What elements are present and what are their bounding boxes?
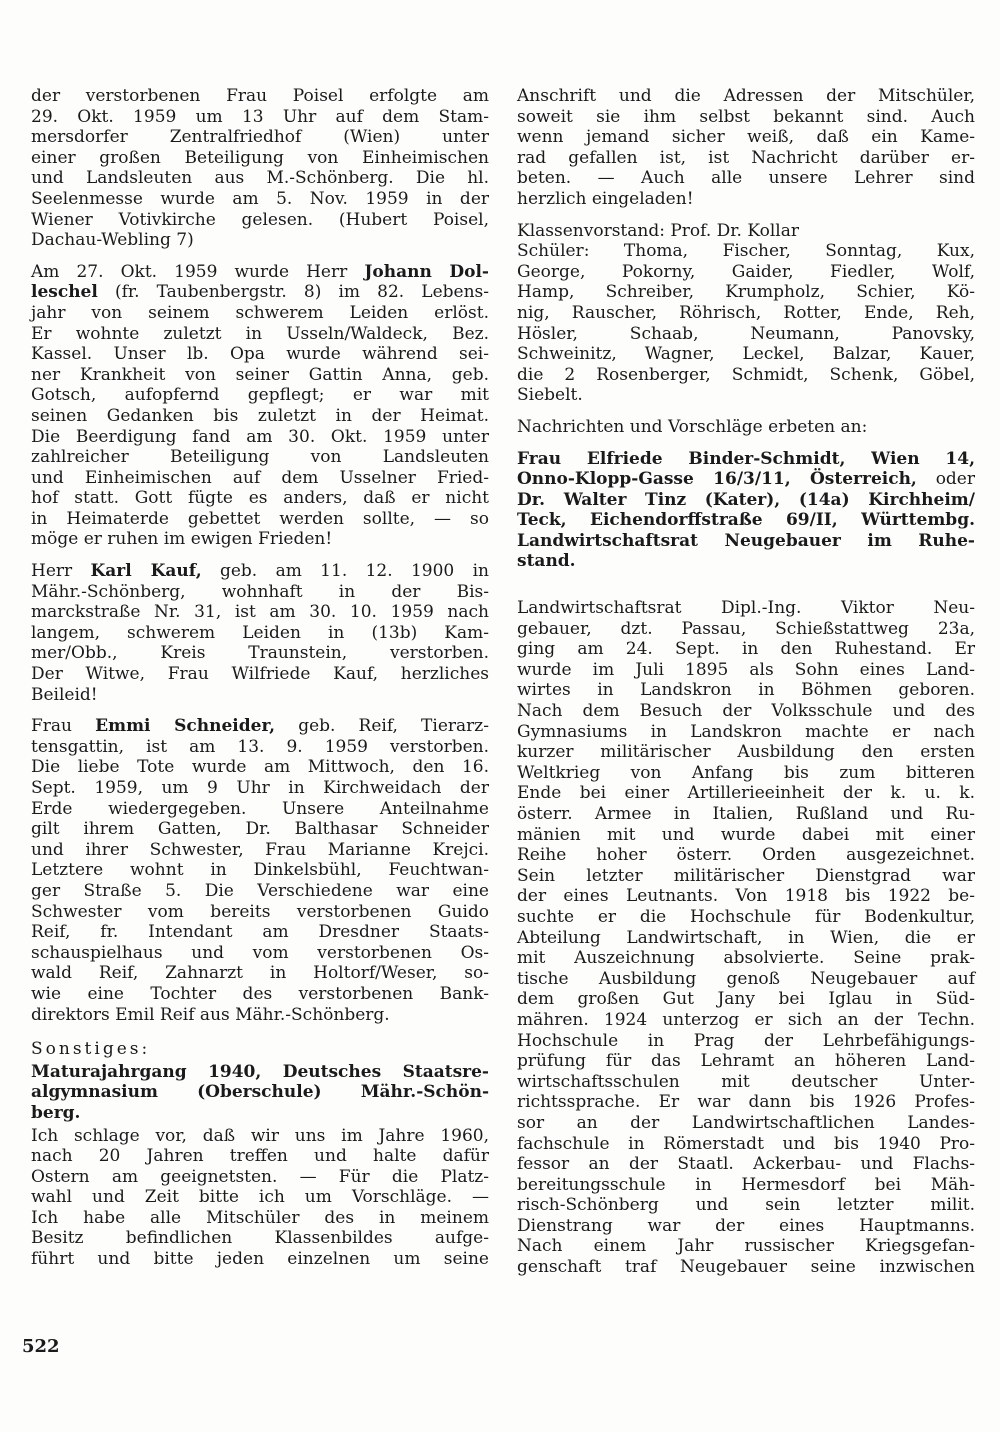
text-line: Sept. 1959, um 9 Uhr in Kirchweidach der (31, 778, 489, 798)
bold-name: Onno-Klopp-Gasse 16/3/11, Österreich, (517, 469, 917, 490)
text-line: schauspielhaus und vom verstorbenen Os- (31, 942, 489, 963)
text-line: Beileid! (31, 684, 98, 705)
text-line: rad gefallen ist, ist Nachricht darüber er- (517, 147, 975, 168)
text-line: jahr von seinem schwerem Leiden erlöst. (31, 302, 489, 323)
bold-name: Dr. Walter Tinz (Kater), (14a) Kirchheim/ (517, 489, 975, 510)
text-line: Der Witwe, Frau Wilfriede Kauf, herzliches (31, 664, 489, 685)
text-line: wald Reif, Zahnarzt in Holtorf/Weser, so- (31, 963, 489, 984)
text-line: Die Beerdigung fand am 30. Okt. 1959 unter (31, 426, 489, 447)
text-line (31, 561, 489, 582)
text-line: mähren. 1924 unterzog er sich an der Techn. (517, 1009, 975, 1030)
text-segment: Am 27. Okt. 1959 wurde Herr (31, 261, 365, 282)
text-line: zahlreicher Beteiligung von Landsleuten (31, 447, 489, 468)
text-line: Hamp, Schreiber, Krumpholz, Schier, Kö- (517, 282, 975, 303)
text-line: Dachau-Webling 7) (31, 230, 194, 251)
text-line: mersdorfer Zentralfriedhof (Wien) unter (31, 127, 489, 148)
text-line: Sonstiges: (31, 1039, 151, 1060)
paragraph (517, 598, 975, 1278)
text-line: Weltkrieg von Anfang bis zum bitteren (517, 762, 975, 783)
text-line: Landwirtschaftsrat Dipl.-Ing. Viktor Neu- (517, 598, 975, 619)
text-line: Gotsch, aufopfernd gepflegt; er war mit (31, 385, 489, 406)
text-line (517, 510, 975, 531)
text-line: möge er ruhen im ewigen Frieden! (31, 529, 333, 550)
text-line: Erde wiedergegeben. Unsere Anteilnahme (31, 798, 489, 819)
text-line: richtssprache. Er war dann bis 1926 Profes- (517, 1092, 975, 1113)
text-line: Siebelt. (517, 385, 583, 406)
text-line: gebauer, dzt. Passau, Schießstattweg 23a, (517, 618, 975, 639)
text-line: fachschule in Römerstadt und bis 1940 Pro- (517, 1133, 975, 1154)
text-line: berg. (31, 1102, 81, 1123)
paragraph (517, 417, 975, 438)
text-line: Besitz befindlichen Klassenbildes aufge- (31, 1228, 489, 1249)
text-line: österr. Armee in Italien, Rußland und Ru- (517, 804, 975, 824)
text-line: kurzer militärischer Ausbildung den ersten (517, 742, 975, 763)
text-line: Kassel. Unser lb. Opa wurde während sei- (31, 344, 489, 365)
text-line: Schweinitz, Wagner, Leckel, Balzar, Kauer, (517, 344, 975, 365)
text-line: Reihe hoher österr. Orden ausgezeichnet. (517, 845, 975, 866)
text-segment: oder (916, 469, 975, 490)
text-line (31, 282, 489, 303)
text-line (31, 262, 489, 283)
text-line: Maturajahrgang 1940, Deutsches Staatsre- (31, 1061, 489, 1082)
text-line: gilt ihrem Gatten, Dr. Balthasar Schneider (31, 819, 489, 840)
bold-name: Johann Dol- (364, 261, 489, 282)
text-line: und Landsleuten aus M.-Schönberg. Die hl. (31, 168, 489, 189)
text-line (517, 531, 975, 552)
paragraph (31, 1126, 489, 1270)
text-line: Gymnasiums in Landskron machte er nach (517, 721, 975, 742)
text-line: Nach einem Jahr russischer Kriegsgefan- (517, 1236, 975, 1257)
paragraph (31, 561, 489, 705)
text-segment: geb. am 11. 12. 1900 in (201, 561, 489, 582)
text-line: wirtes in Landskron in Böhmen geboren. (517, 680, 975, 701)
text-line: Anschrift und die Adressen der Mitschüler, (517, 86, 975, 106)
text-line: langem, schwerem Leiden in (13b) Kam- (31, 622, 489, 643)
text-line: Schwester vom bereits verstorbenen Guido (31, 901, 489, 922)
text-line: Ich habe alle Mitschüler des in meinem (31, 1207, 489, 1228)
text-line: wirtschaftsschulen mit deutscher Unter- (517, 1071, 975, 1092)
bold-name: Teck, Eichendorffstraße 69/II, Württembg. (517, 510, 975, 531)
text-line: ging am 24. Sept. in den Ruhestand. Er (517, 639, 975, 660)
text-line: Er wohnte zuletzt in Usseln/Waldeck, Bez. (31, 323, 489, 344)
text-line: Hösler, Schaab, Neumann, Panovsky, (517, 323, 975, 344)
bold-name: leschel (31, 282, 98, 303)
text-line: Die liebe Tote wurde am Mittwoch, den 16. (31, 757, 489, 778)
text-line: wurde im Juli 1895 als Sohn eines Land- (517, 659, 975, 680)
text-line: der eines Leutnants. Von 1918 bis 1922 be- (517, 886, 975, 907)
text-line: bereitungsschule in Hermesdorf bei Mäh- (517, 1174, 975, 1195)
text-line: und ihrer Schwester, Frau Marianne Krejci. (31, 839, 489, 860)
text-line (31, 716, 489, 737)
text-line: ner Krankheit von seiner Gattin Anna, geb. (31, 364, 489, 385)
left-column (31, 86, 489, 1281)
text-line: Ostern am geeignetsten. — Für die Platz- (31, 1166, 489, 1187)
text-line: mänien mit und wurde dabei mit einer (517, 824, 975, 845)
paragraph (31, 262, 489, 550)
text-line: Wiener Votivkirche gelesen. (Hubert Poisel, (31, 209, 489, 230)
text-line: 29. Okt. 1959 um 13 Uhr auf dem Stam- (31, 106, 489, 127)
text-line: wahl und Zeit bitte ich um Vorschläge. — (31, 1187, 489, 1208)
text-line: nach 20 Jahren treffen und halte dafür (31, 1146, 489, 1167)
text-segment: geb. Reif, Tierarz- (275, 716, 489, 737)
text-line: tensgattin, ist am 13. 9. 1959 verstorben. (31, 736, 489, 757)
text-line: tische Ausbildung genoß Neugebauer auf (517, 968, 975, 989)
paragraph (517, 86, 975, 210)
section-heading (31, 1039, 489, 1060)
text-line: beten. — Auch alle unsere Lehrer sind (517, 168, 975, 189)
text-line: Klassenvorstand: Prof. Dr. Kollar (517, 220, 799, 241)
text-line: marckstraße Nr. 31, ist am 30. 10. 1959 nach (31, 602, 489, 623)
text-segment: Frau (31, 716, 96, 737)
text-line: George, Pokorny, Gaider, Fiedler, Wolf, (517, 261, 975, 282)
text-line: führt und bitte jeden einzelnen um seine (31, 1249, 489, 1270)
bold-name: stand. (517, 551, 576, 572)
bold-name: Frau Elfriede Binder-Schmidt, Wien 14, (517, 448, 975, 469)
text-line: ger Straße 5. Die Verschiedene war eine (31, 880, 489, 901)
paragraph (31, 716, 489, 1025)
bold-name: Emmi Schneider, (95, 716, 276, 737)
text-segment: Herr (31, 561, 91, 582)
text-line: sor an der Landwirtschaftlichen Landes- (517, 1112, 975, 1133)
text-line: Dienstrang war der eines Hauptmanns. (517, 1215, 975, 1236)
text-line: mer/Obb., Kreis Traunstein, verstorben. (31, 643, 489, 664)
text-line: hof statt. Gott fügte es anders, daß er nicht (31, 488, 489, 509)
text-line: in Heimaterde gebettet werden sollte, — so (31, 508, 489, 529)
text-line: suchte er die Hochschule für Bodenkultur, (517, 906, 975, 927)
text-line: herzlich eingeladen! (517, 188, 694, 209)
text-line: Mähr.-Schönberg, wohnhaft in der Bis- (31, 581, 489, 602)
text-line: dem großen Gut Jany bei Iglau in Süd- (517, 989, 975, 1010)
text-line: die 2 Rosenberger, Schmidt, Schenk, Göbel, (517, 364, 975, 385)
text-line: Ende bei einer Artillerieeinheit der k. u. k. (517, 783, 975, 804)
paragraph (517, 449, 975, 573)
text-line: Hochschule in Prag der Lehrbefähigungs- (517, 1030, 975, 1051)
text-line (517, 490, 975, 511)
text-line (517, 449, 975, 470)
text-line: Seelenmesse wurde am 5. Nov. 1959 in der (31, 188, 489, 209)
text-line: genschaft traf Neugebauer seine inzwischen (517, 1257, 975, 1278)
paragraph (31, 1062, 489, 1124)
text-line: Abteilung Landwirtschaft, in Wien, die er (517, 927, 975, 948)
page-number: 522 (22, 1336, 60, 1357)
text-line: wenn jemand sicher weiß, daß ein Kame- (517, 127, 975, 148)
text-line: einer großen Beteiligung von Einheimischen (31, 147, 489, 168)
text-line: Reif, fr. Intendant am Dresdner Staats- (31, 922, 489, 943)
text-line: Letztere wohnt in Dinkelsbühl, Feuchtwan- (31, 860, 489, 881)
text-line: prüfung für das Lehramt an höheren Land- (517, 1051, 975, 1072)
text-line: risch-Schönberg und sein letzter milit. (517, 1195, 975, 1216)
text-line (517, 551, 975, 572)
text-line (517, 469, 975, 490)
text-line: und Einheimischen auf dem Usselner Fried- (31, 467, 489, 488)
text-line: Schüler: Thoma, Fischer, Sonntag, Kux, (517, 241, 975, 262)
text-line: seinen Gedanken bis zuletzt in der Heimat. (31, 405, 489, 426)
text-line: algymnasium (Oberschule) Mähr.-Schön- (31, 1082, 489, 1103)
text-segment: (fr. Taubenbergstr. 8) im 82. Lebens- (97, 282, 489, 303)
text-line: Nach dem Besuch der Volksschule und des (517, 701, 975, 722)
paragraph (31, 86, 489, 251)
text-line: direktors Emil Reif aus Mähr.-Schönberg. (31, 1004, 390, 1025)
text-line: wie eine Tochter des verstorbenen Bank- (31, 983, 489, 1004)
text-line: mit Auszeichnung absolvierte. Seine prak- (517, 948, 975, 969)
text-line: Ich schlage vor, daß wir uns im Jahre 1960, (31, 1125, 489, 1146)
bold-name: Karl Kauf, (90, 561, 202, 582)
text-line: nig, Rauscher, Röhrisch, Rotter, Ende, Reh, (517, 302, 975, 323)
text-line: soweit sie ihm selbst bekannt sind. Auch (517, 106, 975, 127)
text-line: Sein letzter militärischer Dienstgrad war (517, 865, 975, 886)
text-line: Nachrichten und Vorschläge erbeten an: (517, 416, 868, 437)
bold-name: Landwirtschaftsrat Neugebauer im Ruhe- (517, 530, 975, 551)
text-line: fessor an der Staatl. Ackerbau- und Flachs- (517, 1154, 975, 1175)
paragraph (517, 221, 975, 406)
text-line: der verstorbenen Frau Poisel erfolgte am (31, 86, 489, 106)
right-column (517, 86, 975, 1289)
